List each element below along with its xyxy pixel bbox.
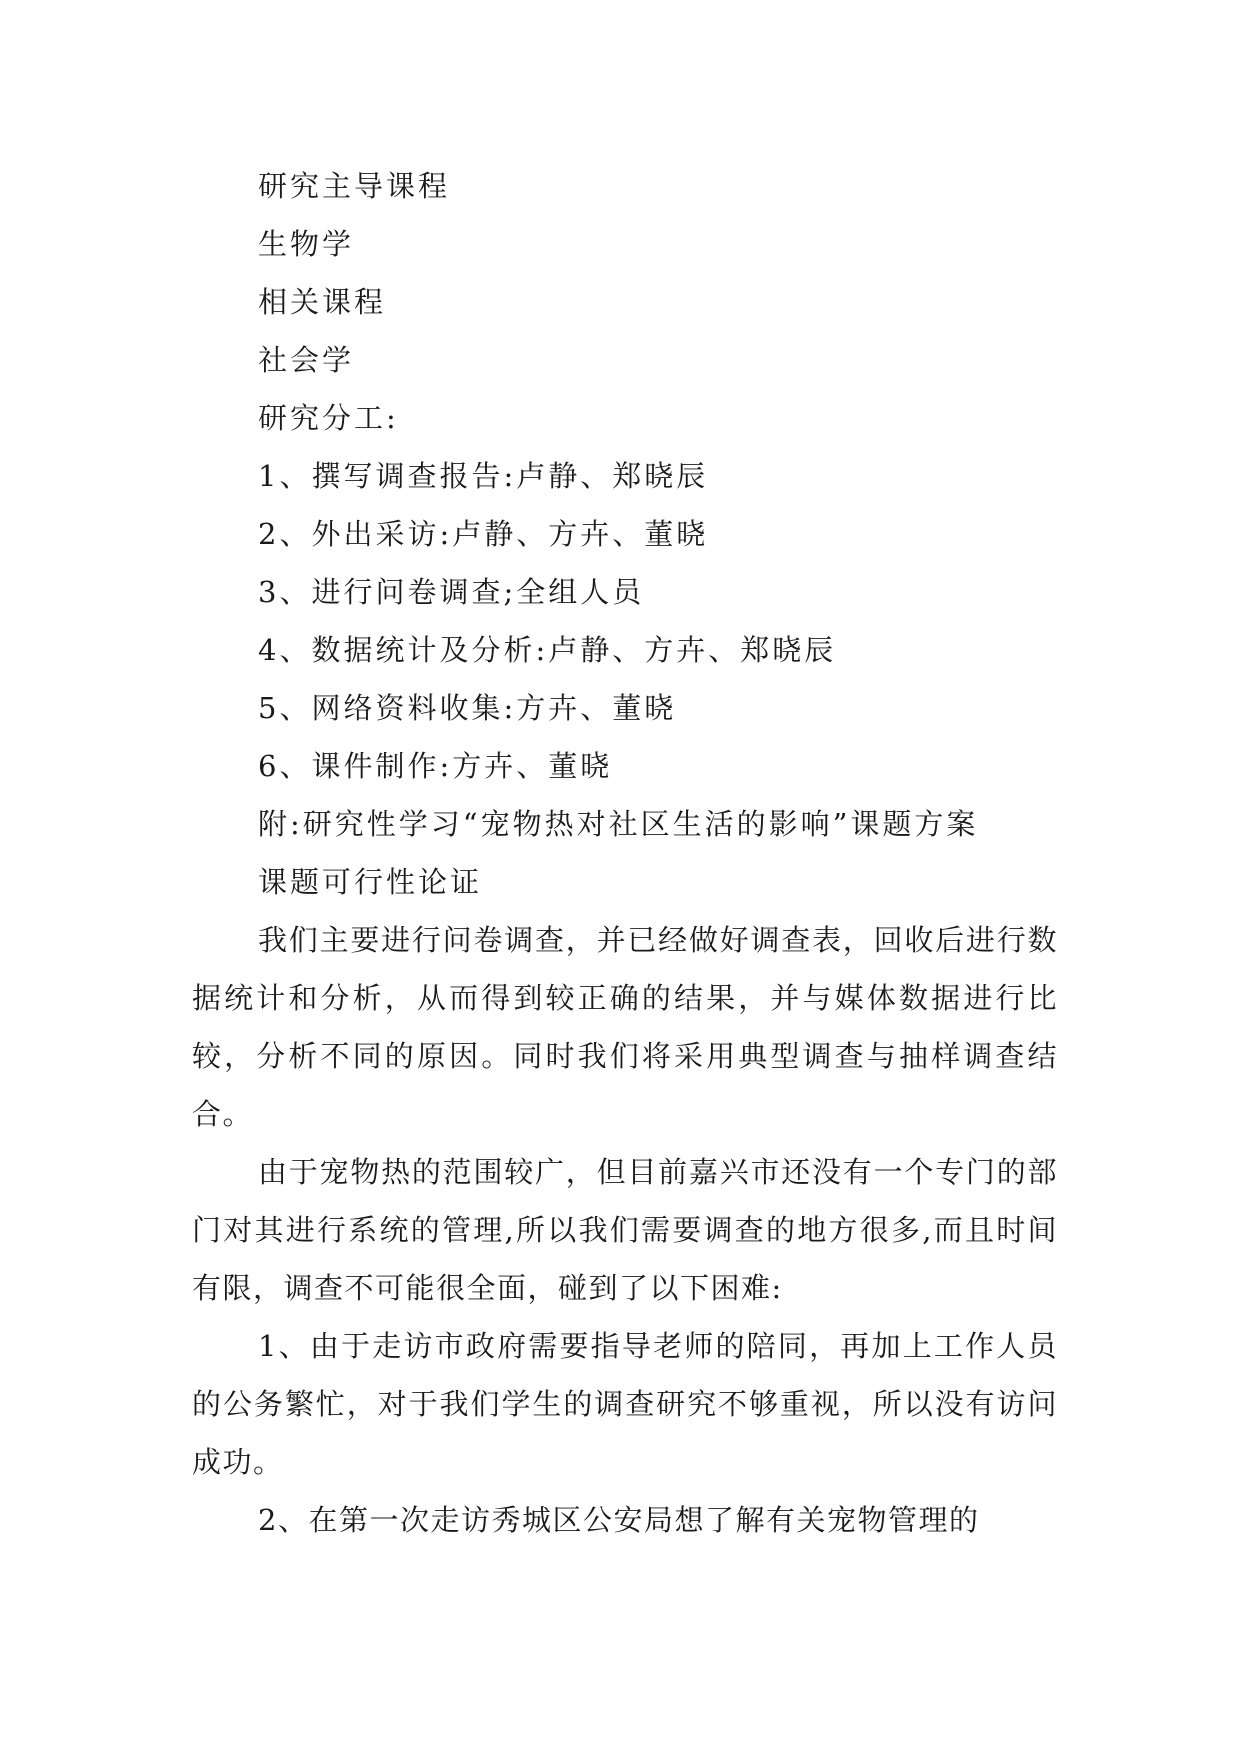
body-paragraph: 1、由于走访市政府需要指导老师的陪同，再加上工作人员的公务繁忙，对于我们学生的调查研究不够重视，所以没有访问成功。 <box>192 1329 1058 1479</box>
text-line: 2、外出采访:卢静、方卉、董晓 <box>258 517 709 551</box>
text-line: 3、进行问卷调查;全组人员 <box>258 575 645 609</box>
text-line: 5、网络资料收集:方卉、董晓 <box>258 691 677 725</box>
text-line: 4、数据统计及分析:卢静、方卉、郑晓辰 <box>258 633 837 667</box>
text-line: 研究分工: <box>258 401 399 435</box>
body-paragraph: 由于宠物热的范围较广，但目前嘉兴市还没有一个专门的部门对其进行系统的管理,所以我们需要调查的地方很多,而且时间有限，调查不可能很全面，碰到了以下困难: <box>192 1155 1058 1305</box>
text-line: 附:研究性学习“宠物热对社区生活的影响”课题方案 <box>258 807 979 841</box>
body-paragraph: 我们主要进行问卷调查，并已经做好调查表，回收后进行数据统计和分析，从而得到较正确的结果，并与媒体数据进行比较，分析不同的原因。同时我们将采用典型调查与抽样调查结合。 <box>192 923 1058 1131</box>
text-line: 相关课程 <box>258 285 387 319</box>
text-line: 6、课件制作:方卉、董晓 <box>258 749 613 783</box>
text-line: 社会学 <box>258 343 355 377</box>
text-line: 课题可行性论证 <box>258 865 483 899</box>
text-line: 1、撰写调查报告:卢静、郑晓辰 <box>258 459 709 493</box>
body-paragraph: 2、在第一次走访秀城区公安局想了解有关宠物管理的 <box>258 1503 980 1537</box>
text-line: 研究主导课程 <box>258 169 451 203</box>
text-line: 生物学 <box>258 227 355 261</box>
